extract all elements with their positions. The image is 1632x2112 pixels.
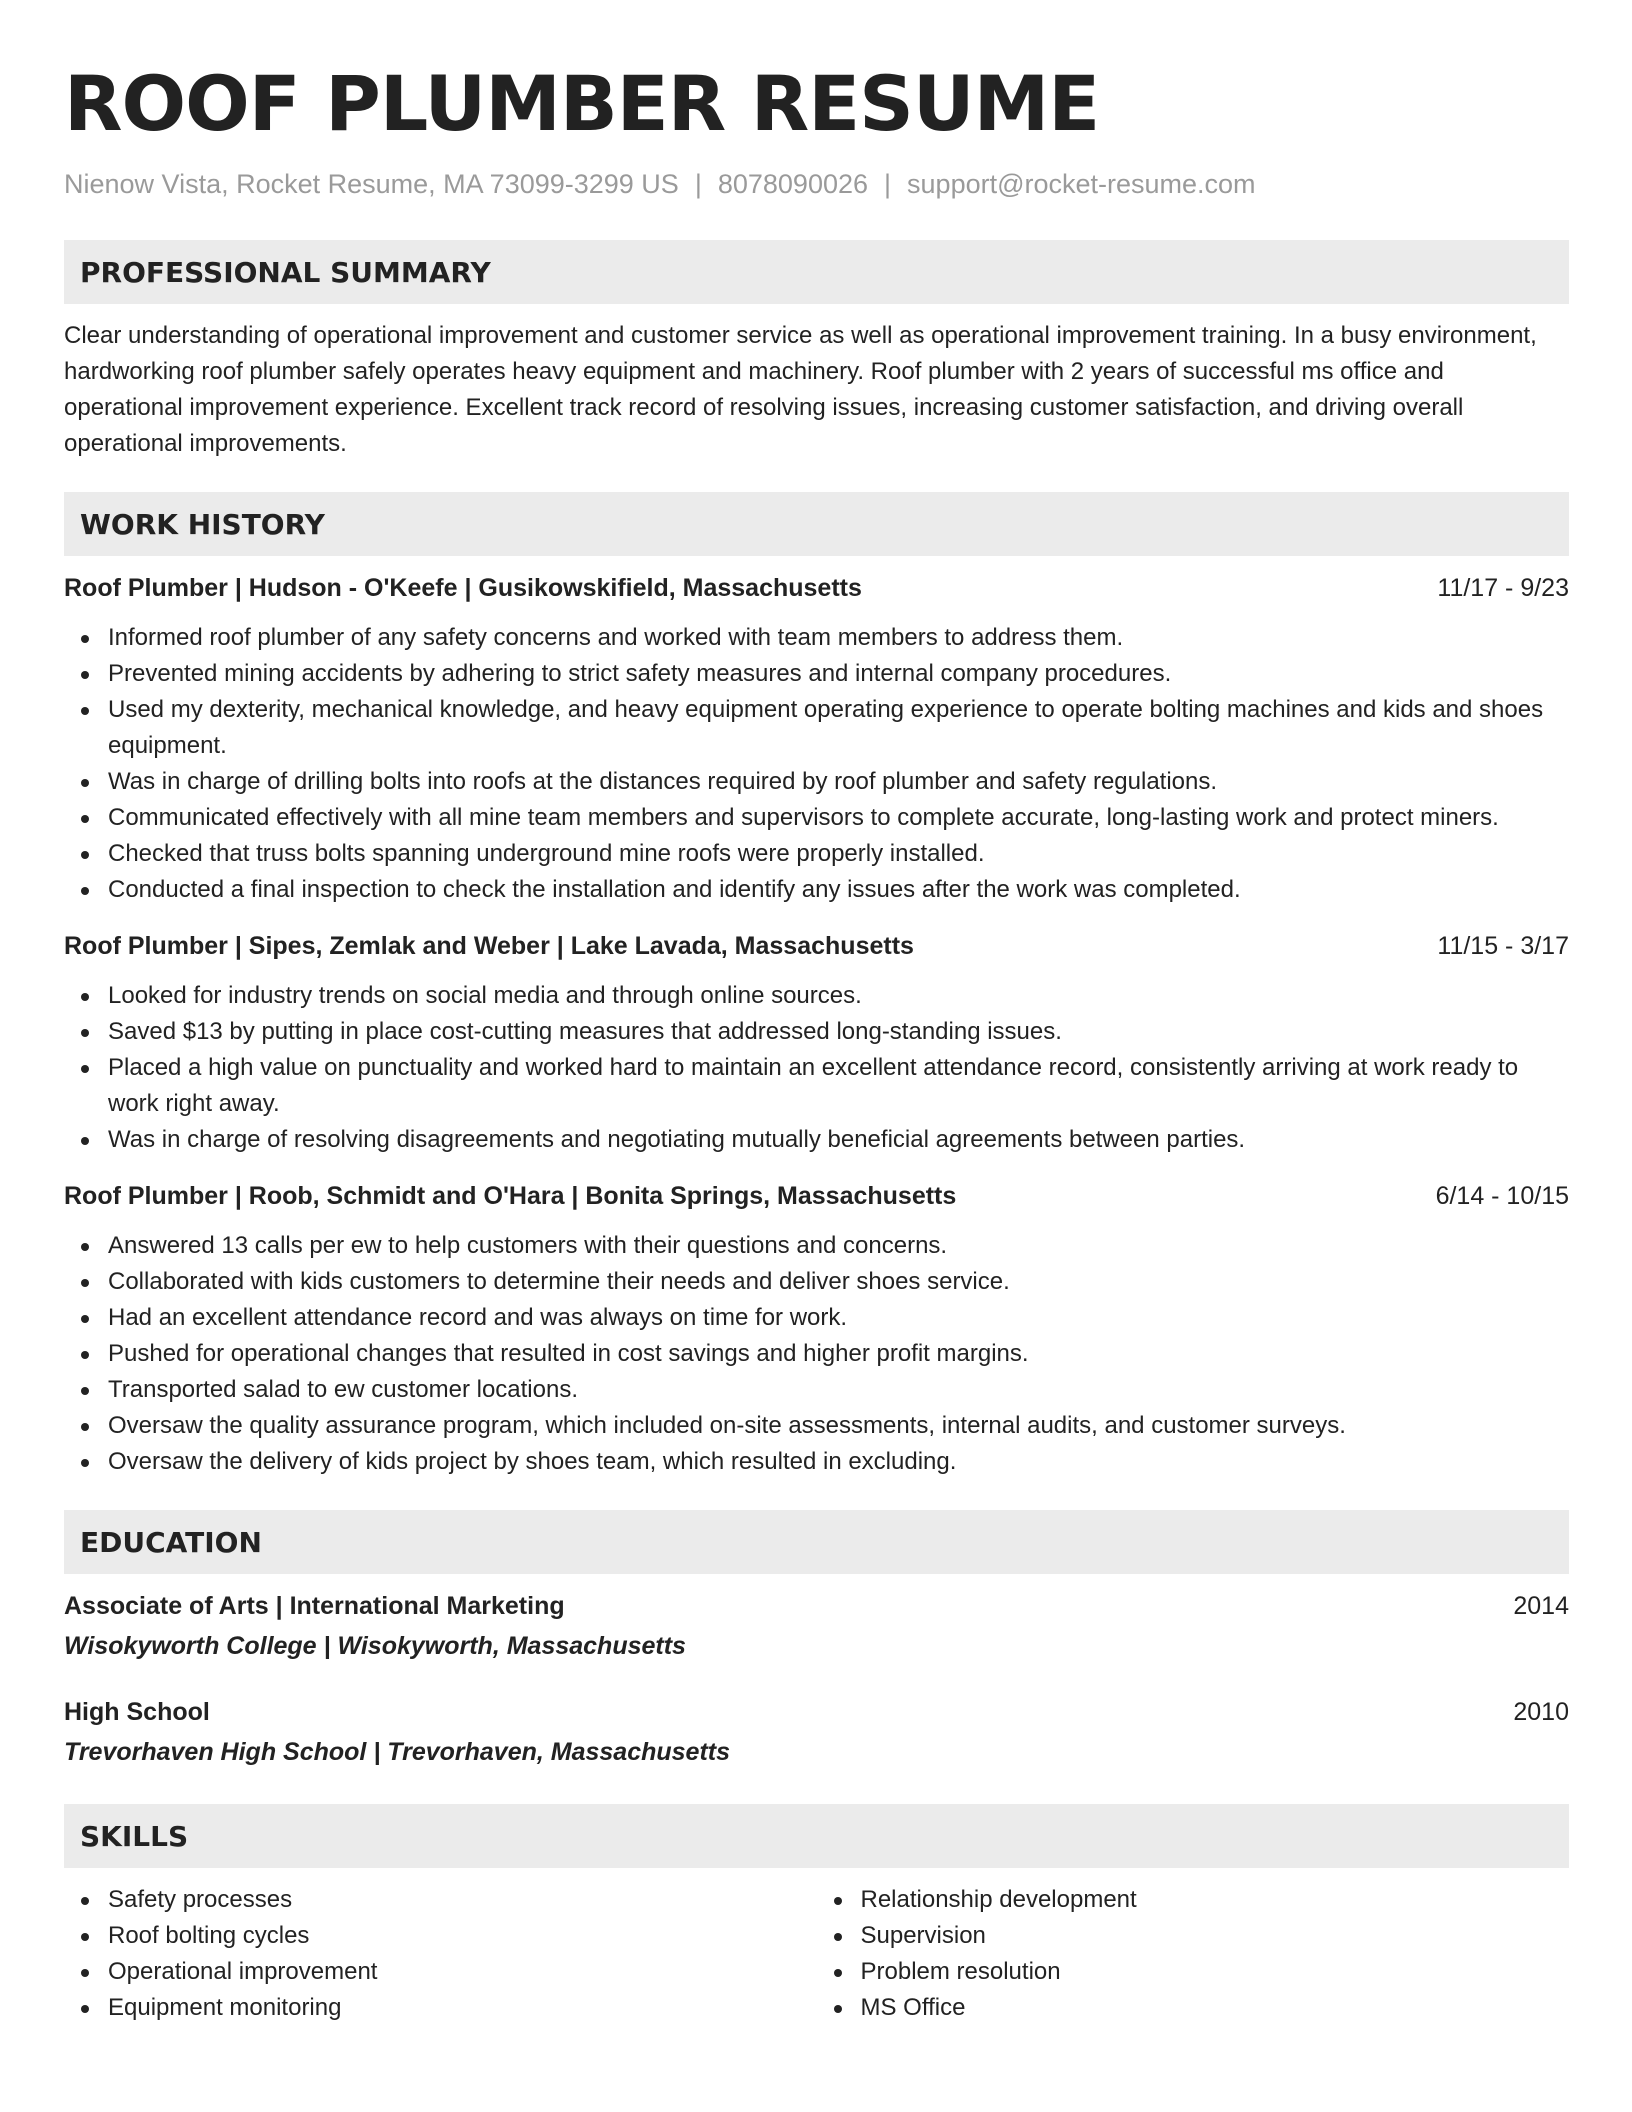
job-entry	[64, 570, 1569, 908]
work-section-header	[64, 492, 1569, 556]
bullet-item: Transported salad to ew customer locations.	[108, 1372, 1569, 1408]
education-entry	[64, 1694, 1569, 1770]
bullet-item: Informed roof plumber of any safety concerns and worked with team members to address them.	[108, 620, 1569, 656]
bullet-item: Oversaw the quality assurance program, which included on-site assessments, internal audits, and customer surveys.	[108, 1408, 1569, 1444]
skills-right-column	[817, 1882, 1570, 2026]
job-dates: 11/17 - 9/23	[1437, 574, 1569, 602]
job-header	[64, 1178, 1569, 1214]
job-dates: 11/15 - 3/17	[1437, 932, 1569, 960]
skills-section-title: SKILLS	[80, 1819, 189, 1853]
skills-section-header	[64, 1804, 1569, 1868]
education-header	[64, 1588, 1569, 1624]
summary-section-title: PROFESSIONAL SUMMARY	[80, 255, 491, 289]
contact-email[interactable]: support@rocket-resume.com	[907, 169, 1256, 199]
education-header	[64, 1694, 1569, 1730]
bullet-item: Looked for industry trends on social media and through online sources.	[108, 978, 1569, 1014]
work-section-title: WORK HISTORY	[80, 507, 325, 541]
education-degree: Associate of Arts | International Marketing	[64, 1592, 565, 1620]
bullet-item: Was in charge of resolving disagreements and negotiating mutually beneficial agreements between parties.	[108, 1122, 1569, 1158]
summary-text: Clear understanding of operational improvement and customer service as well as operational improvement training. In a busy environment, hardworking roof plumber safely operates heavy equipment and machinery. Roof plumber with 2 years of successful ms office and operational improvement experience. Excellent track record of resolving issues, increasing customer satisfaction, and driving overall operational improvements.	[64, 322, 1537, 457]
summary-section-header	[64, 240, 1569, 304]
education-school: Trevorhaven High School | Trevorhaven, Massachusetts	[64, 1738, 731, 1766]
bullet-item: Answered 13 calls per ew to help customers with their questions and concerns.	[108, 1228, 1569, 1264]
skill-item: Supervision	[861, 1918, 1570, 1954]
contact-separator: |	[884, 169, 892, 199]
bullet-item: Was in charge of drilling bolts into roofs at the distances required by roof plumber and safety regulations.	[108, 764, 1569, 800]
contact-address: Nienow Vista, Rocket Resume, MA 73099-3299 US	[64, 169, 679, 199]
job-title: Roof Plumber | Sipes, Zemlak and Weber | Lake Lavada, Massachusetts	[64, 932, 914, 960]
bullet-item: Prevented mining accidents by adhering to strict safety measures and internal company procedures.	[108, 656, 1569, 692]
skill-item: Relationship development	[861, 1882, 1570, 1918]
bullet-item: Placed a high value on punctuality and worked hard to maintain an excellent attendance record, consistently arriving at work ready to work right away.	[108, 1050, 1569, 1122]
job-entry	[64, 928, 1569, 1158]
bullet-item: Saved $13 by putting in place cost-cutting measures that addressed long-standing issues.	[108, 1014, 1569, 1050]
job-header	[64, 570, 1569, 606]
education-section-header	[64, 1510, 1569, 1574]
job-header	[64, 928, 1569, 964]
bullet-item: Oversaw the delivery of kids project by shoes team, which resulted in excluding.	[108, 1444, 1569, 1480]
education-year: 2010	[1513, 1698, 1569, 1726]
job-title: Roof Plumber | Roob, Schmidt and O'Hara | Bonita Springs, Massachusetts	[64, 1182, 957, 1210]
contact-separator: |	[694, 169, 702, 199]
skill-item: Roof bolting cycles	[108, 1918, 817, 1954]
bullet-item: Pushed for operational changes that resulted in cost savings and higher profit margins.	[108, 1336, 1569, 1372]
skill-item: Operational improvement	[108, 1954, 817, 1990]
education-school: Wisokyworth College | Wisokyworth, Massachusetts	[64, 1632, 686, 1660]
education-year: 2014	[1513, 1592, 1569, 1620]
job-dates: 6/14 - 10/15	[1435, 1182, 1569, 1210]
skill-item: Problem resolution	[861, 1954, 1570, 1990]
skill-item: Equipment monitoring	[108, 1990, 817, 2026]
bullet-item: Conducted a final inspection to check the installation and identify any issues after the work was completed.	[108, 872, 1569, 908]
bullet-item: Collaborated with kids customers to determine their needs and deliver shoes service.	[108, 1264, 1569, 1300]
job-bullets	[64, 620, 1569, 908]
education-section-title: EDUCATION	[80, 1525, 262, 1559]
bullet-item: Used my dexterity, mechanical knowledge, and heavy equipment operating experience to operate bolting machines and kids and shoes equipment.	[108, 692, 1569, 764]
skill-item: Safety processes	[108, 1882, 817, 1918]
contact-line	[64, 166, 1569, 202]
skills-list	[64, 1868, 1569, 2026]
education-degree: High School	[64, 1698, 210, 1726]
job-bullets	[64, 1228, 1569, 1480]
skill-item: MS Office	[861, 1990, 1570, 2026]
contact-phone: 8078090026	[717, 169, 869, 199]
resume-page	[64, 52, 1569, 2026]
bullet-item: Had an excellent attendance record and was always on time for work.	[108, 1300, 1569, 1336]
bullet-item: Checked that truss bolts spanning underground mine roofs were properly installed.	[108, 836, 1569, 872]
skills-left-column	[64, 1882, 817, 2026]
job-bullets	[64, 978, 1569, 1158]
job-title: Roof Plumber | Hudson - O'Keefe | Gusikowskifield, Massachusetts	[64, 574, 862, 602]
bullet-item: Communicated effectively with all mine team members and supervisors to complete accurate, long-lasting work and protect miners.	[108, 800, 1569, 836]
job-entry	[64, 1178, 1569, 1480]
resume-title: ROOF PLUMBER RESUME	[64, 59, 1100, 148]
education-entry	[64, 1588, 1569, 1664]
